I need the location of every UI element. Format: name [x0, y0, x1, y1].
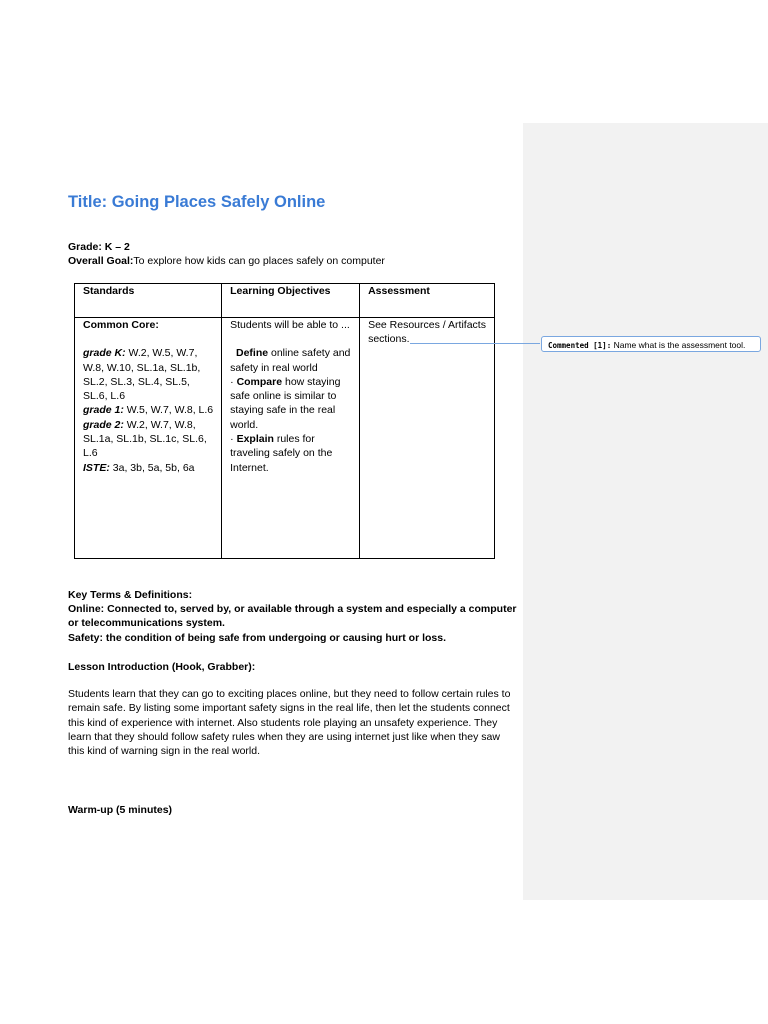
lesson-intro-line-1: Students learn that they can go to exciting places online, but they need to follow certain rules to — [68, 688, 511, 700]
assessment-line-1: See Resources / Artifacts — [368, 319, 486, 331]
warmup-heading: Warm-up (5 minutes) — [68, 804, 173, 816]
objectives-cell — [222, 318, 360, 559]
assessment-line-2: sections. — [368, 333, 410, 346]
explain-line-2: traveling safely on the — [230, 447, 333, 460]
assessment-cell — [360, 318, 495, 559]
header-assessment: Assessment — [360, 284, 495, 318]
grade-k-line-1: W.2, W.5, W.7, — [125, 347, 198, 360]
grade-label: Grade: — [68, 241, 102, 253]
lesson-intro-line-5: this kind of warning sign in the real world. — [68, 745, 261, 758]
standards-cell — [75, 318, 222, 559]
compare-rest: how staying — [282, 375, 341, 388]
comment-tag: Commented [1]: — [548, 341, 612, 350]
overall-goal-label: Overall Goal: — [68, 255, 134, 267]
key-terms-heading: Key Terms & Definitions: — [68, 589, 193, 601]
objectives-intro: Students will be able to ... — [230, 319, 350, 331]
overall-goal-line — [68, 254, 385, 268]
define-rest: online safety and — [268, 347, 351, 360]
header-standards: Standards — [75, 284, 222, 318]
explain-rest: rules for — [273, 433, 315, 446]
grade-1-value: W.5, W.7, W.8, L.6 — [123, 404, 214, 417]
comment-text: Name what is the assessment tool. — [611, 340, 746, 350]
compare-line-2: safe online is similar to — [230, 390, 337, 403]
grade-2-line-3: L.6 — [83, 447, 98, 460]
define-line-2: safety in real world — [230, 361, 318, 374]
compare-line-4: world. — [230, 418, 259, 431]
grade-k-line-2: W.8, W.10, SL.1a, SL.1b, — [83, 361, 201, 374]
define-verb: Define — [235, 347, 269, 360]
lesson-intro-paragraph — [68, 687, 518, 758]
lesson-intro-heading: Lesson Introduction (Hook, Grabber): — [68, 661, 256, 673]
lesson-intro-line-3: this kind of experience with internet. Also students role playing an unsafety experience. They — [68, 716, 498, 729]
compare-line-3: staying safe in the real — [230, 404, 336, 417]
comment-margin-panel — [523, 123, 768, 900]
overall-goal-value: To explore how kids can go places safely on computer — [133, 255, 385, 267]
standards-table — [74, 283, 495, 559]
explain-verb: Explain — [236, 433, 274, 446]
online-definition-line-1: Online: Connected to, served by, or available through a system and especially a computer — [68, 603, 517, 615]
online-definition-line-2: or telecommunications system. — [68, 617, 225, 629]
compare-verb: Compare — [236, 375, 283, 388]
explain-bullet: · — [230, 433, 237, 446]
iste-value: 3a, 3b, 5a, 5b, 6a — [109, 461, 195, 474]
grade-line — [68, 240, 130, 254]
explain-line-3: Internet. — [230, 461, 269, 474]
comment-connector-line — [410, 343, 540, 352]
grade-k-label: grade K: — [83, 347, 126, 360]
header-learning-objectives: Learning Objectives — [222, 284, 360, 318]
iste-label: ISTE: — [83, 461, 110, 474]
lesson-intro-line-4: learn that they should follow safety rules when they are using internet just like when they saw — [68, 730, 500, 743]
grade-value: K – 2 — [101, 241, 130, 253]
grade-2-line-2: SL.1a, SL.1b, SL.1c, SL.6, — [83, 433, 207, 446]
comment-balloon[interactable] — [541, 336, 761, 352]
safety-definition: Safety: the condition of being safe from undergoing or causing hurt or loss. — [68, 632, 447, 644]
grade-k-line-3: SL.2, SL.3, SL.4, SL.5, — [83, 375, 190, 388]
lesson-intro-line-2: remain safe. By listing some important safety signs in the real life, then let the students connect — [68, 702, 510, 715]
compare-bullet: · — [230, 375, 237, 388]
grade-k-line-4: SL.6, L.6 — [83, 390, 126, 403]
grade-2-label: grade 2: — [83, 418, 124, 431]
table-row — [75, 318, 495, 559]
page-title: Title: Going Places Safely Online — [68, 193, 326, 211]
grade-1-label: grade 1: — [83, 404, 124, 417]
common-core-heading: Common Core: — [83, 319, 159, 331]
grade-2-line-1: W.2, W.7, W.8, — [123, 418, 196, 431]
table-header-row — [75, 284, 495, 318]
